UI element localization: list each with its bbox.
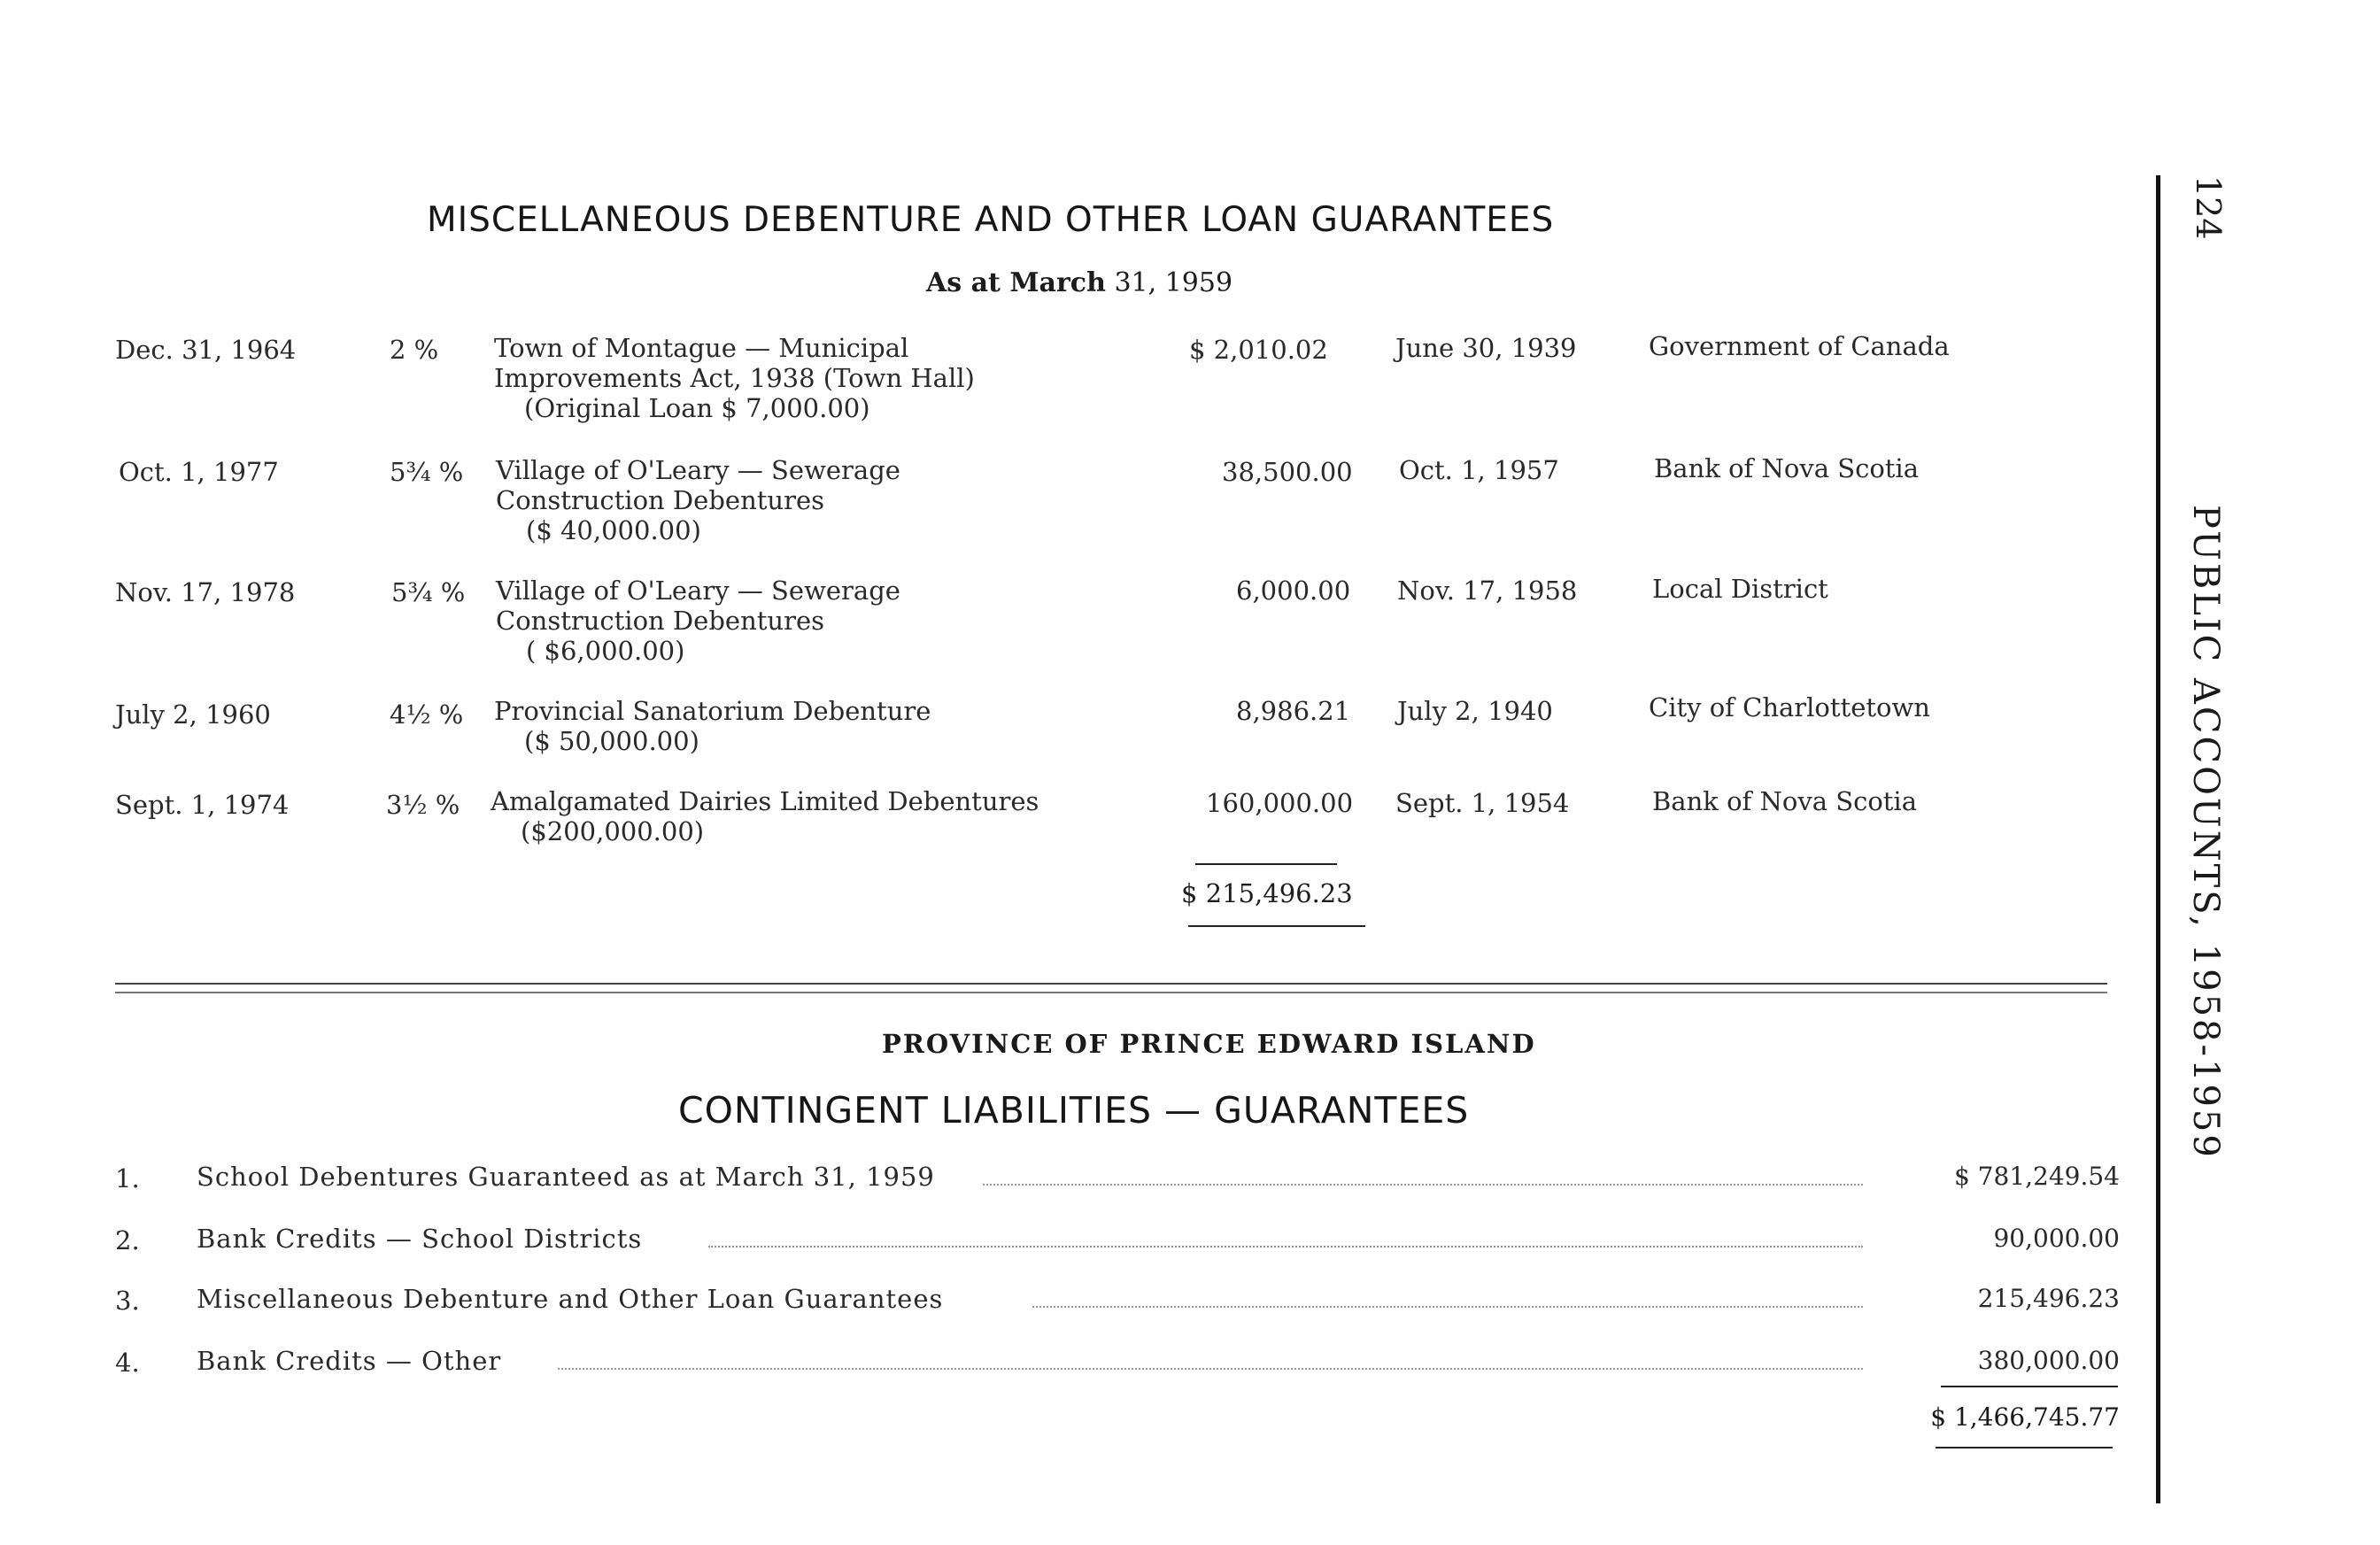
list-item-number: 2.: [115, 1225, 140, 1255]
loan-original-amount: ($200,000.00): [521, 816, 705, 846]
loan-amount: 8,986.21: [1236, 696, 1351, 726]
list-item-label: Bank Credits — School Districts: [197, 1224, 643, 1254]
page-number: 124: [2189, 175, 2228, 240]
loan-guaranteed-to: Local District: [1652, 574, 1828, 604]
total-rule: [1188, 925, 1365, 927]
loan-maturity: July 2, 1960: [115, 699, 271, 730]
loan-guaranteed-to: City of Charlottetown: [1649, 692, 1930, 722]
margin-rule: [2156, 175, 2160, 1503]
loan-description: [496, 576, 900, 666]
running-title: PUBLIC ACCOUNTS, 1958-1959: [2185, 505, 2226, 1160]
loan-maturity: Sept. 1, 1974: [115, 790, 290, 820]
loan-description: [491, 786, 1039, 846]
loan-description-line: Town of Montague — Municipal: [494, 333, 909, 363]
dot-leader: [1032, 1306, 1863, 1308]
as-at-date: [926, 267, 1232, 298]
dot-leader: [983, 1184, 1863, 1186]
list-item-label: Miscellaneous Debenture and Other Loan Guarantees: [197, 1284, 944, 1314]
list-item-number: 3.: [115, 1286, 140, 1316]
loan-description: [494, 696, 931, 756]
list-item-amount: 90,000.00: [1993, 1224, 2120, 1253]
list-item-number: 1.: [115, 1163, 140, 1194]
loan-rate: 5¾ %: [390, 457, 464, 487]
loan-maturity: Dec. 31, 1964: [115, 335, 297, 365]
loans-total: $ 215,496.23: [1181, 878, 1353, 908]
loan-maturity: Oct. 1, 1977: [119, 457, 279, 487]
loan-original-amount: ($ 50,000.00): [524, 726, 699, 756]
loan-date: Nov. 17, 1958: [1397, 576, 1578, 606]
loan-maturity: Nov. 17, 1978: [115, 577, 296, 607]
list-item-label: Bank Credits — Other: [197, 1346, 502, 1376]
loan-guaranteed-to: Bank of Nova Scotia: [1652, 786, 1917, 816]
loan-description-line: Amalgamated Dairies Limited Debentures: [491, 786, 1039, 816]
section-divider-top: [115, 983, 2107, 985]
loan-rate: 2 %: [390, 335, 439, 365]
loan-description: [494, 333, 975, 423]
page-title: MISCELLANEOUS DEBENTURE AND OTHER LOAN GUARANTEES: [427, 200, 1555, 240]
grand-total: $ 1,466,745.77: [1930, 1402, 2120, 1432]
grand-total-rule: [1941, 1386, 2118, 1387]
as-at-label: As at March: [926, 267, 1106, 298]
loan-amount: 6,000.00: [1236, 576, 1351, 606]
loan-description-line: Construction Debentures: [496, 485, 824, 515]
loan-amount: 38,500.00: [1222, 457, 1353, 487]
loan-original-amount: ($ 40,000.00): [526, 515, 701, 545]
list-item-amount: $ 781,249.54: [1953, 1162, 2120, 1191]
list-item-number: 4.: [115, 1348, 140, 1378]
loan-rate: 5¾ %: [391, 577, 466, 607]
loan-original-amount: ( $6,000.00): [526, 636, 685, 666]
loan-date: July 2, 1940: [1397, 696, 1553, 726]
loan-guaranteed-to: Government of Canada: [1649, 331, 1950, 361]
loan-description: [496, 455, 900, 545]
loan-guaranteed-to: Bank of Nova Scotia: [1654, 453, 1919, 483]
loan-description-line: Provincial Sanatorium Debenture: [494, 696, 931, 726]
grand-total-double-rule: [1936, 1447, 2113, 1448]
province-heading: PROVINCE OF PRINCE EDWARD ISLAND: [882, 1029, 1536, 1059]
loan-description-line: Construction Debentures: [496, 606, 824, 636]
subtotal-rule: [1195, 863, 1337, 865]
loan-date: Oct. 1, 1957: [1399, 455, 1559, 485]
list-item-label: School Debentures Guaranteed as at March 31, 1959: [197, 1162, 935, 1192]
dot-leader: [558, 1368, 1863, 1370]
loan-date: June 30, 1939: [1395, 333, 1577, 363]
loan-amount: 160,000.00: [1206, 788, 1354, 818]
list-item-amount: 380,000.00: [1977, 1346, 2120, 1375]
loan-rate: 4½ %: [390, 699, 464, 730]
loan-original-amount: (Original Loan $ 7,000.00): [524, 393, 870, 423]
loan-description-line: Village of O'Leary — Sewerage: [496, 576, 900, 606]
loan-date: Sept. 1, 1954: [1395, 788, 1570, 818]
section-divider-bottom: [115, 992, 2107, 993]
loan-description-line: Improvements Act, 1938 (Town Hall): [494, 363, 975, 393]
loan-rate: 3½ %: [386, 790, 460, 820]
dot-leader: [708, 1246, 1863, 1248]
section-title: CONTINGENT LIABILITIES — GUARANTEES: [678, 1089, 1470, 1132]
list-item-amount: 215,496.23: [1977, 1284, 2120, 1313]
as-at-date-value: 31, 1959: [1114, 267, 1233, 298]
loan-amount: $ 2,010.02: [1189, 335, 1328, 365]
loan-description-line: Village of O'Leary — Sewerage: [496, 455, 900, 485]
